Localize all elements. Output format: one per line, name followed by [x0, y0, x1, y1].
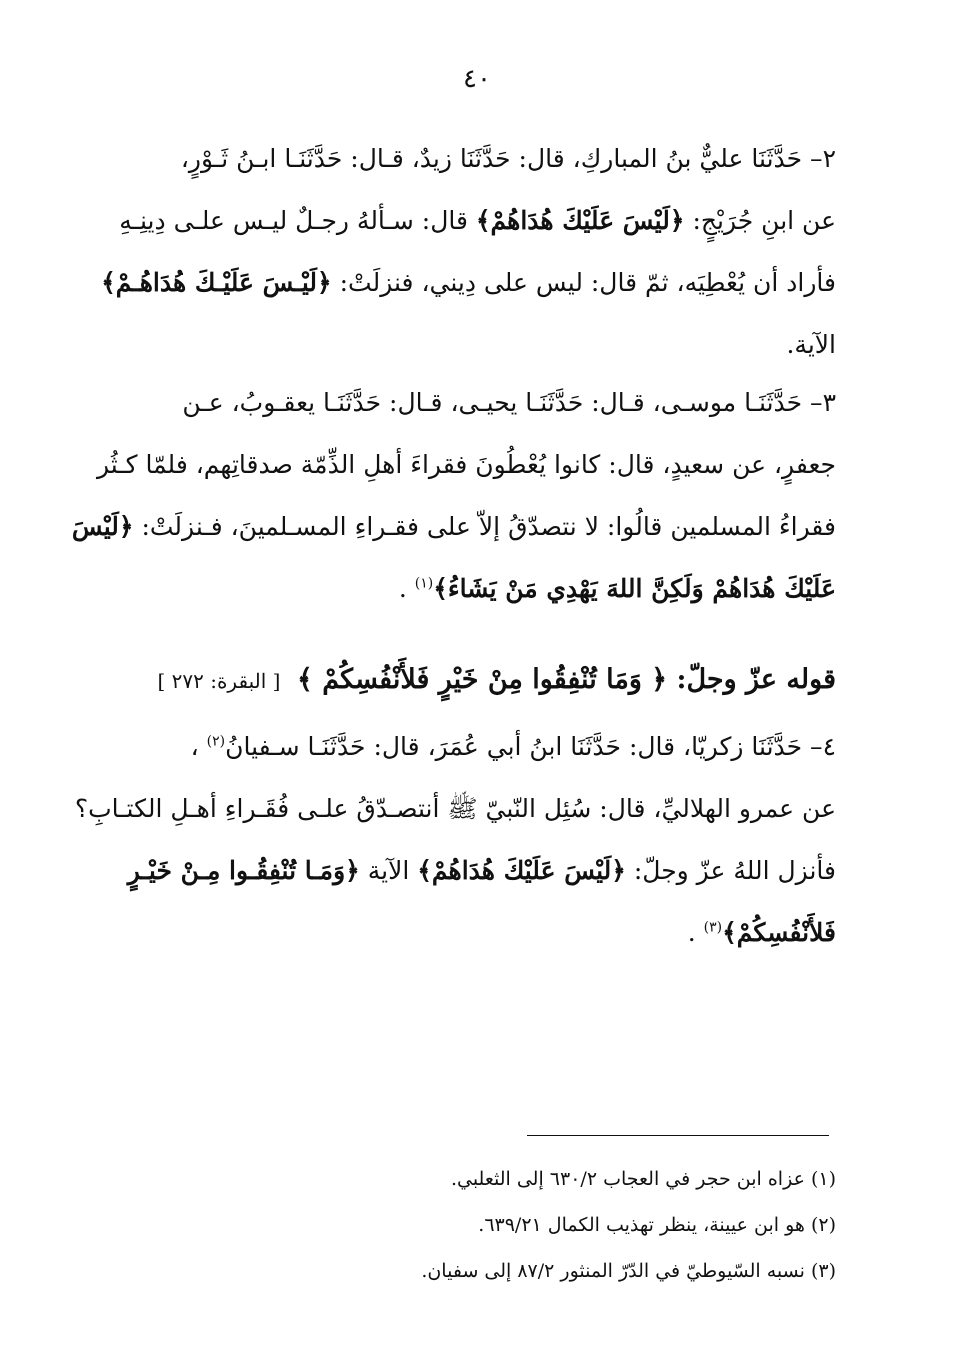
text-run: ٤– حَدَّثَنَا زكريّا، قال: حَدَّثَنَا ابنُ أبي عُمَرَ، قال: حَدَّثَنَـا سـفيانُ: [225, 732, 836, 761]
text-run: عن ابنِ جُرَيْجٍ:: [684, 206, 836, 235]
text-run: ،: [190, 732, 207, 761]
footnote-marker: (٣): [703, 919, 723, 936]
hadith-3-line-2: جعفرٍ، عن سعيدٍ، قال: كانوا يُعْطُونَ فقراءَ أهلِ الذِّمّة صدقاتِهم، فلمّا كـثُر: [96, 450, 836, 479]
hadith-3: [50, 372, 836, 620]
hadith-4-line-1: [50, 716, 836, 778]
hadith-3-line-4: [50, 558, 836, 620]
footnote-2: (٢) هو ابن عيينة، ينظر تهذيب الكمال ٦٣٩/٢١.: [478, 1214, 836, 1236]
footnote-divider: [527, 1135, 829, 1136]
quran-verse: فَلأَنْفُسِكُمْ﴾: [722, 918, 836, 947]
quran-verse: ﴿لَيْسَ عَلَيْكَ هُدَاهُمْ﴾: [475, 206, 685, 235]
footnote-1: (١) عزاه ابن حجر في العجاب ٦٣٠/٢ إلى الثعلبي.: [450, 1168, 836, 1190]
hadith-4-line-2: عن عمرو الهلاليِّ، قال: سُئِل النّبيّ ﷺ أنتصـدّقُ علـى فُقَـراءِ أهـلِ الكتـابِ؟: [74, 794, 836, 823]
hadith-2-line-2: [50, 190, 836, 252]
hadith-3-line-1: ٣– حَدَّثَنَـا موسـى، قـال: حَدَّثَنَـا يحيـى، قـال: حَدَّثَنَـا يعقـوبُ، عـن: [182, 388, 836, 417]
footnotes: [50, 1156, 836, 1294]
hadith-2: [50, 128, 836, 376]
text-run: الآية: [359, 856, 418, 885]
hadith-2-line-1: ٢– حَدَّثَنَا عليٌّ بنُ المباركِ، قال: حَدَّثَنَا زيدٌ، قـال: حَدَّثَنَـا ابـنُ ثَـوْرٍ،: [180, 144, 836, 173]
quran-verse: عَلَيْكَ هُدَاهُمْ وَلَكِنَّ اللهَ يَهْدِي مَنْ يَشَاءُ﴾: [433, 574, 836, 603]
quran-verse: ﴿وَمَـا تُنْفِقُـوا مِـنْ خَيْـرٍ: [127, 856, 360, 885]
quran-verse: ﴿لَيْسَ عَلَيْكَ هُدَاهُمْ﴾: [417, 856, 626, 885]
text-run: قال: سـألهُ رجـلٌ ليـس علـى دِينِـهِ: [119, 206, 476, 235]
hadith-4-line-4: [50, 902, 836, 964]
hadith-4: [50, 716, 836, 964]
heading-verse: ﴿ وَمَا تُنْفِقُوا مِنْ خَيْرٍ فَلأَنْفُسِكُمْ ﴾: [296, 664, 668, 695]
hadith-4-line-3: [50, 840, 836, 902]
hadith-2-line-4: الآية.: [786, 330, 836, 359]
footnote-marker: (٢): [206, 733, 226, 750]
text-run: فأنزل اللهُ عزّ وجلّ:: [625, 856, 836, 885]
heading-title: قوله عزّ وجلّ:: [667, 664, 836, 695]
footnote-3: (٣) نسبه السّيوطيّ في الدّرّ المنثور ٨٧/٢ إلى سفيان.: [421, 1260, 836, 1282]
verse-heading: [50, 652, 836, 708]
hadith-2-line-3: [50, 252, 836, 314]
quran-verse: ﴿لَيْسَ: [71, 512, 134, 541]
page-number: ٤٠: [463, 64, 491, 94]
text-run: فأراد أن يُعْطِيَه، ثمّ قال: ليس على دِيني، فنزلَتْ:: [331, 268, 836, 297]
text-run: .: [687, 918, 704, 947]
surah-reference: [ البقرة: ٢٧٢ ]: [157, 669, 281, 693]
footnote-marker: (١): [414, 575, 434, 592]
text-run: .: [398, 574, 415, 603]
text-run: فقراءُ المسلمين قالُوا: لا نتصدّقُ إلاّ على فقـراءِ المسـلمينَ، فـنزلَتْ:: [133, 512, 836, 541]
quran-verse: ﴿لَيْـسَ عَلَيْـكَ هُدَاهُـمْ﴾: [101, 268, 332, 297]
hadith-3-line-3: [50, 496, 836, 558]
